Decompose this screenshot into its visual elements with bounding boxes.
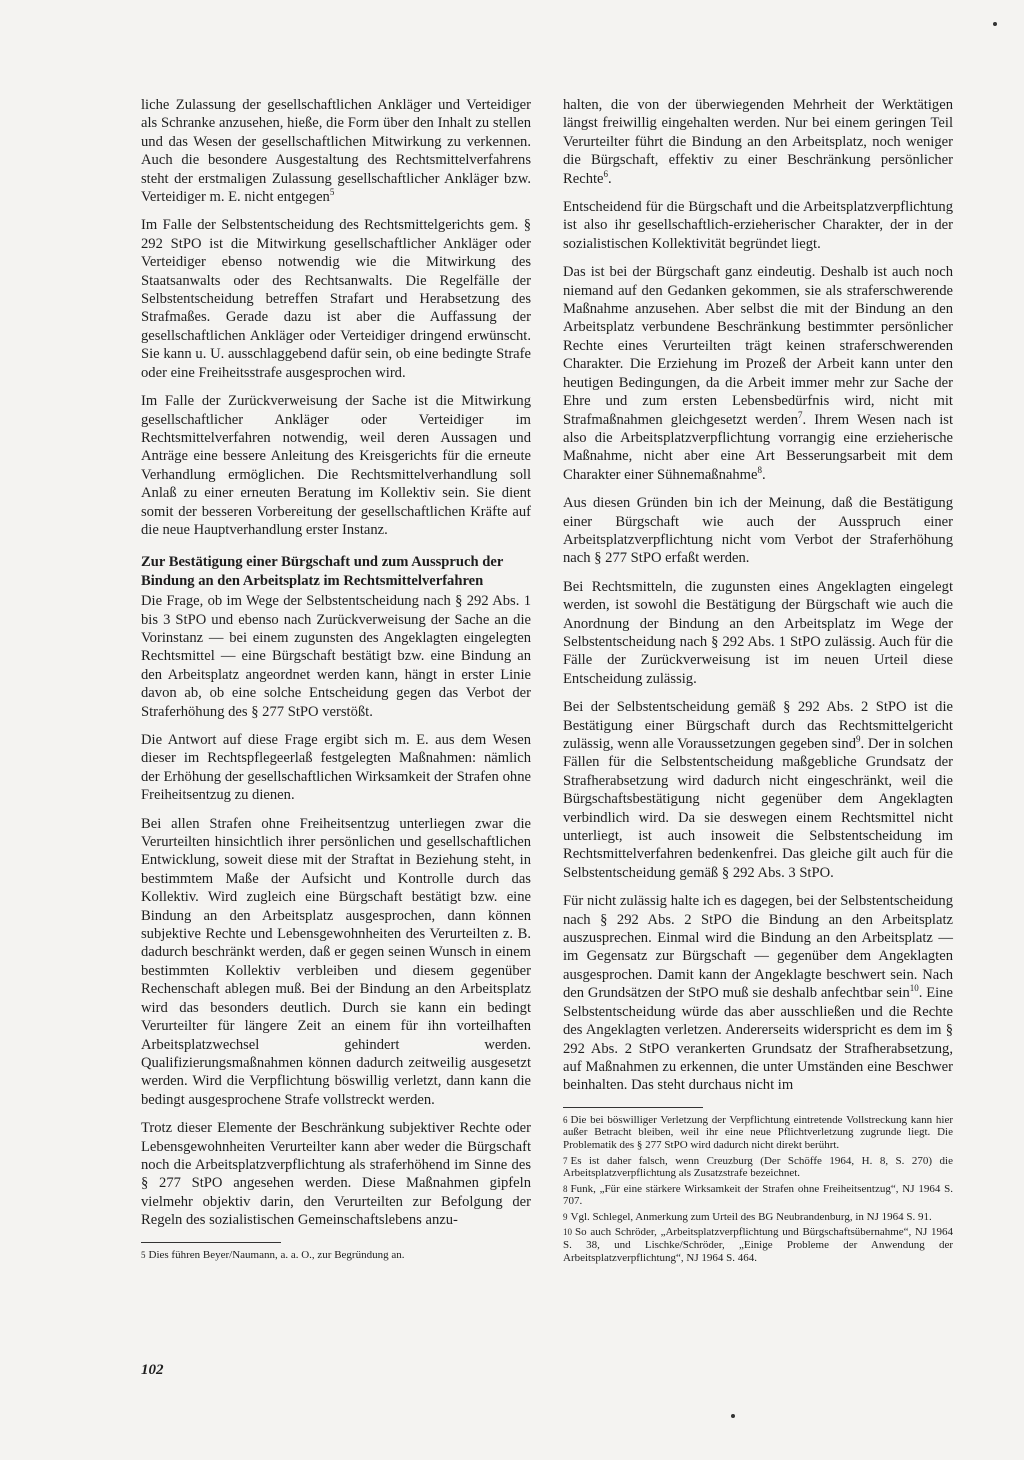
footnote: 5 Dies führen Beyer/Naumann, a. a. O., zur Begründung an. [141, 1248, 405, 1261]
footnote-divider [141, 1242, 281, 1243]
body-paragraph: halten, die von der überwiegenden Mehrheit der Werktätigen längst freiwillig eingehalten werden. Nur bei einem geringen Teil Verurteilter führt die Bindung an den Arbeitsplatz, noch weniger die Bürgschaft, effektiv zu einer Beschränkung persönlicher Rechte$^6$. [563, 97, 953, 187]
section-heading: Zur Bestätigung einer Bürgschaft und zum Ausspruch der Bindung an den Arbeitsplatz im Rechtsmittelverfahren [141, 554, 504, 589]
footnote: 7 Es ist daher falsch, wenn Creuzburg (Der Schöffe 1964, H. 8, S. 270) die Arbeitsplatzverpflichtung als Zusatzstrafe bezeichnet. [563, 1154, 953, 1180]
body-paragraph: Bei Rechtsmitteln, die zugunsten eines Angeklagten eingelegt werden, ist sowohl die Bestätigung der Bürgschaft wie auch die Anordnung der Bindung an den Arbeitsplatz im Wege der Selbstentscheidung nach § 292 Abs. 1 StPO zulässig. Auch für die Fälle der Zurückverweisung ist im neuen Urteil diese Entscheidung zulässig. [563, 578, 953, 687]
scan-speck [731, 1414, 735, 1418]
footnote: 9 Vgl. Schlegel, Anmerkung zum Urteil des BG Neubrandenburg, in NJ 1964 S. 91. [563, 1210, 932, 1223]
body-paragraph: Entscheidend für die Bürgschaft und die Arbeitsplatzverpflichtung ist also ihr gesellschaftlich-erzieherischer Charakter, der in der sozialistischen Kollektivität begründet liegt. [563, 199, 953, 252]
right-column [563, 96, 953, 1267]
scan-speck [993, 22, 997, 26]
body-paragraph: Bei der Selbstentscheidung gemäß § 292 Abs. 2 StPO ist die Bestätigung einer Bürgschaft durch das Rechtsmittelgericht zulässig, wenn alle Voraussetzungen gegeben sind$^9$. Der in solchen Fällen für die Selbstentscheidung maßgebliche Grundsatz der Strafherabsetzung wird dadurch nicht eingeschränkt, weil die Bürgschaftsbestätigung nicht gegenüber dem Angeklagten verbindlich wird. Da sie deswegen einem Rechtsmittel nicht unterliegt, ist auch insoweit die Selbstentscheidung im Rechtsmittelverfahren bedenkenfrei. Das gleiche gilt auch für die Selbstentscheidung gemäß § 292 Abs. 3 StPO. [563, 699, 953, 881]
body-paragraph: Aus diesen Gründen bin ich der Meinung, daß die Bestätigung einer Bürgschaft wie auch der Ausspruch einer Arbeitsplatzverpflichtung nicht vom Verbot der Straferhöhung nach § 277 StPO erfaßt werden. [563, 495, 953, 567]
page-number: 102 [141, 1362, 164, 1378]
footnote-divider [563, 1107, 703, 1108]
footnote: 6 Die bei böswilliger Verletzung der Verpflichtung eintretende Vollstreckung kann hier außer Betracht bleiben, weil ihr eine neue Pflichtverletzung zugrunde liegt. Die Problematik des § 277 StPO wird dadurch nicht direkt berührt. [563, 1113, 953, 1151]
footnote: 8 Funk, „Für eine stärkere Wirksamkeit der Strafen ohne Freiheitsentzug“, NJ 1964 S. 707. [563, 1182, 953, 1208]
body-paragraph: Trotz dieser Elemente der Beschränkung subjektiver Rechte oder Lebensgewohnheiten Verurteilter kann aber weder die Bürgschaft noch die Arbeitsplatzverpflichtung als straferhöhend im Sinne des § 277 StPO angesehen werden. Diese Maßnahmen gipfeln vielmehr objektiv darin, den Verurteilten zur Befolgung der Regeln des sozialistischen Gemeinschaftslebens anzu- [141, 1120, 531, 1229]
body-paragraph: Die Frage, ob im Wege der Selbstentscheidung nach § 292 Abs. 1 bis 3 StPO und ebenso nach Zurückverweisung der Sache an die Vorinstanz — bei einem zugunsten des Angeklagten eingelegten Rechtsmittel — eine Bürgschaft bestätigt bzw. eine Bindung an den Arbeitsplatz angeordnet werden kann, hängt in erster Linie davon ab, ob eine solche Entscheidung gegen das Verbot der Straferhöhung des § 277 StPO verstößt. [141, 593, 531, 720]
body-paragraph: Im Falle der Selbstentscheidung des Rechtsmittelgerichts gem. § 292 StPO ist die Mitwirkung gesellschaftlicher Ankläger oder Verteidiger ebenso notwendig wie die Mitwirkung des Staatsanwalts oder des Rechtsanwalts. Die Regelfälle der Selbstentscheidung betreffen Strafart und Herabsetzung des Strafmaßes. Gerade dazu ist aber die Auffassung der gesellschaftlichen Ankläger oder Verteidiger dringend erwünscht. Sie kann u. U. ausschlaggebend dafür sein, ob eine bedingte Strafe oder eine Freiheitsstrafe ausgesprochen wird. [141, 217, 531, 381]
footnote: 10 So auch Schröder, „Arbeitsplatzverpflichtung und Bürgschaftsübernahme“, NJ 1964 S. 38, und Lischke/Schröder, „Einige Probleme der Anwendung der Arbeitsplatzverpflichtung“, NJ 1964 S. 464. [563, 1226, 953, 1264]
body-paragraph: Bei allen Strafen ohne Freiheitsentzug unterliegen zwar die Verurteilten hinsichtlich ihrer persönlichen und gesellschaftlichen Entwicklung, soweit diese mit der Straftat in Beziehung steht, in bestimmtem Maße der Aufsicht und Kontrolle durch das Kollektiv. Wird zugleich eine Bürgschaft bestätigt bzw. eine Bindung an den Arbeitsplatz ausgesprochen, dann können subjektive Rechte und Lebensgewohnheiten des Verurteilten z. B. dadurch beschränkt werden, daß er gegen seinen Wunsch in einem bestimmten Kollektiv verbleiben und diesem gegenüber Rechenschaft ablegen muß. Bei der Bindung an den Arbeitsplatz wird das besonders deutlich. Durch sie kann ein bedingt Verurteilter für längere Zeit an einem für ihn vorteilhaften Arbeitsplatzwechsel gehindert werden. Qualifizierungsmaßnahmen können dadurch zeitweilig ausgesetzt werden. Wird die Verpflichtung böswillig verletzt, dann kann die bedingt ausgesprochene Strafe vollstreckt werden. [141, 815, 531, 1108]
body-paragraph: Im Falle der Zurückverweisung der Sache ist die Mitwirkung gesellschaftlicher Ankläger oder Verteidiger im Rechtsmittelverfahren notwendig, weil deren Aussagen und Anträge eine bessere Anleitung des Kreisgerichts für die erneute Verhandlung ermöglichen. Die Rechtsmittelverhandlung soll Anlaß zu einer erneuten Beratung im Kollektiv sein. Sie dient somit der besseren Vorbereitung der gesellschaftlichen Kräfte auf die neue Hauptverhandlung erster Instanz. [141, 393, 531, 538]
body-paragraph: Für nicht zulässig halte ich es dagegen, bei der Selbstentscheidung nach § 292 Abs. 2 StPO die Bindung an den Arbeitsplatz auszusprechen. Einmal wird die Bindung an den Arbeitsplatz — im Gegensatz zur Bürgschaft — gegenüber dem Angeklagten ausgesprochen. Damit kann der Angeklagte beschwert sein. Nach den Grundsätzen der StPO muß sie deshalb anfechtbar sein$^{10}$. Eine Selbstentscheidung würde das aber ausschließen und die Rechte des Angeklagten verletzen. Andererseits widerspricht es dem im § 292 Abs. 2 StPO verankerten Grundsatz der Strafherabsetzung, auf Maßnahmen zu erkennen, die unter Umständen eine Beschwer beinhalten. Das steht durchaus nicht im [563, 893, 953, 1094]
left-column [141, 96, 531, 1264]
body-paragraph: liche Zulassung der gesellschaftlichen Ankläger und Verteidiger als Schranke anzusehen, hieße, die Form über den Inhalt zu stellen und das Wesen der gesellschaftlichen Mitwirkung zu verkennen. Auch die besondere Ausgestaltung des Rechtsmittelverfahrens steht der erstmaligen Zulassung gesellschaftlicher Ankläger bzw. Verteidiger m. E. nicht entgegen$^5$ [141, 97, 531, 206]
body-paragraph: Das ist bei der Bürgschaft ganz eindeutig. Deshalb ist auch noch niemand auf den Gedanken gekommen, sie als straferschwerende Maßnahme anzusehen. Aber selbst die mit der Bindung an den Arbeitsplatz verbundene Beschränkung bestimmter persönlicher Rechte eines Verurteilten trägt keinen straferschwerenden Charakter. Die Erziehung im Prozeß der Arbeit kann unter den heutigen Bedingungen, da die Arbeit immer mehr zur Sache der Ehre und zum ersten Lebensbedürfnis wird, nicht mit Strafmaßnahmen gleichgesetzt werden$^7$. Ihrem Wesen nach ist also die Arbeitsplatzverpflichtung vorrangig eine erzieherische Maßnahme, nicht aber eine Art Besserungsarbeit mit dem Charakter einer Sühnemaßnahme$^8$. [563, 264, 953, 483]
body-paragraph: Die Antwort auf diese Frage ergibt sich m. E. aus dem Wesen dieser im Rechtspflegeerlaß festgelegten Maßnahmen: nämlich der Erhöhung der gesellschaftlichen Wirksamkeit der Strafen ohne Freiheitsentzug zu dienen. [141, 732, 531, 804]
